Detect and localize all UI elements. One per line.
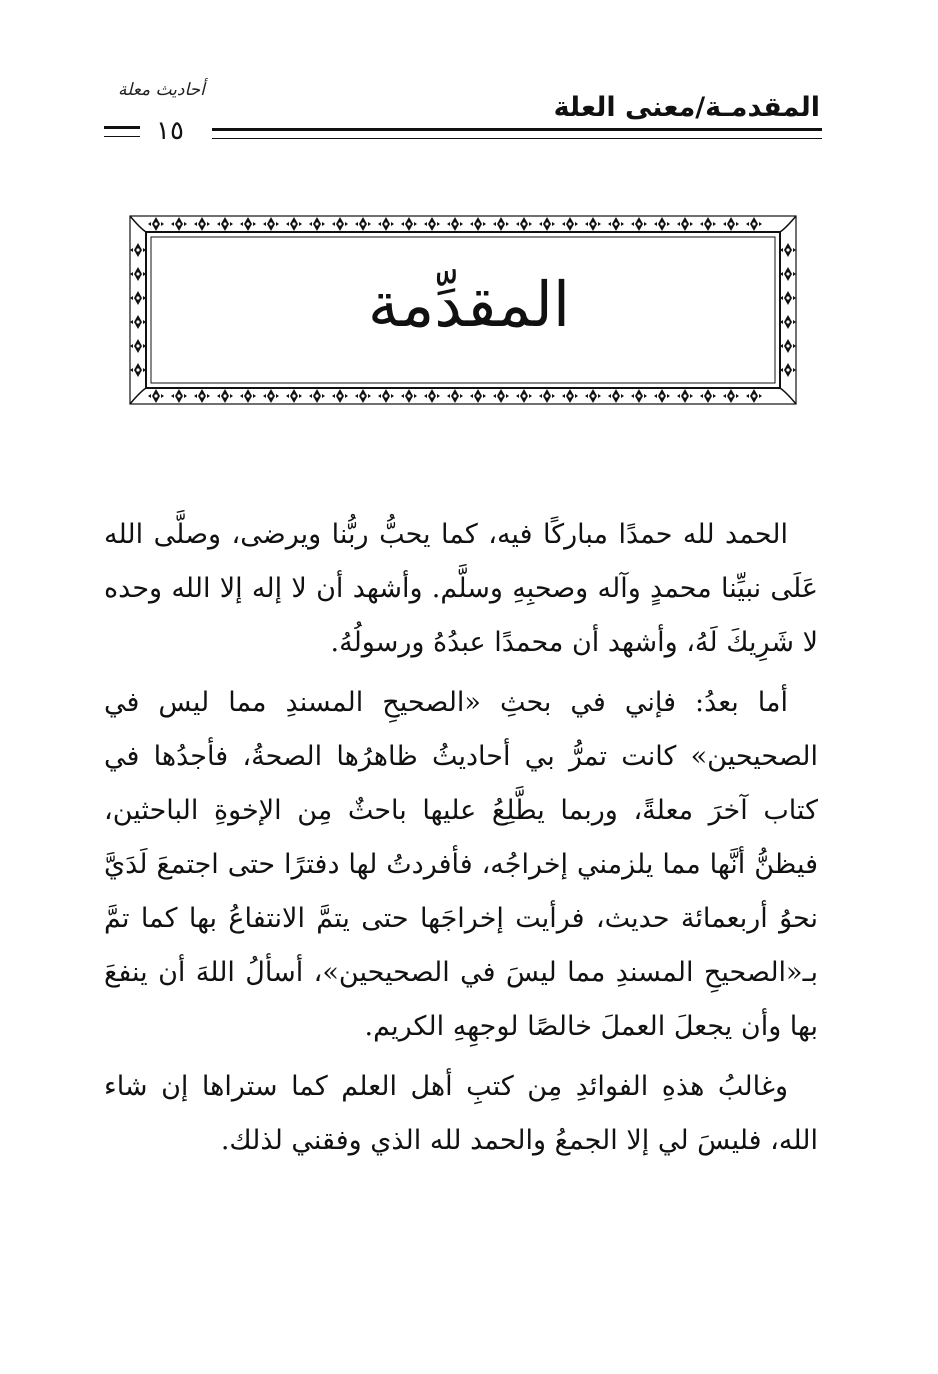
header-rule-short <box>104 126 140 137</box>
paragraph: وغالبُ هذهِ الفوائدِ مِن كتبِ أهل العلم كما ستراها إن شاء الله، فليسَ لي إلا الجمعُ والحمد لله الذي وفقني لذلك. <box>104 1071 818 1156</box>
chapter-title: المقدِّمة <box>367 268 571 341</box>
header-rule <box>212 128 822 139</box>
body-text <box>104 508 818 1174</box>
header-title: المقدمـة/معنى العلة <box>553 92 820 123</box>
handwritten-note: أحاديث معلة <box>118 80 205 100</box>
paragraph: الحمد لله حمدًا مباركًا فيه، كما يحبُّ ربُّنا ويرضى، وصلَّى الله عَلَى نبيِّنا محمدٍ وآله وصحبِهِ وسلَّم. وأشهد أن لا إله إلا الله وحده لا شَرِيكَ لَهُ، وأشهد أن محمدًا عبدُهُ ورسولُهُ. <box>104 519 818 658</box>
paragraph: أما بعدُ: فإني في بحثِ «الصحيحِ المسندِ مما ليس في الصحيحين» كانت تمرُّ بي أحاديثُ ظاهرُها الصحةُ، فأجدُها في كتاب آخرَ معلةً، وربما يطَّلِعُ عليها باحثٌ مِن الإخوةِ الباحثين، فيظنُّ أنَّها مما يلزمني إخراجُه، فأفردتُ لها دفترًا حتى اجتمعَ لَدَيَّ نحوُ أربعمائة حديث، فرأيت إخراجَها حتى يتمَّ الانتفاعُ بها كما تمَّ بـ«الصحيحِ المسندِ مما ليسَ في الصحيحين»، أسألُ اللهَ أن ينفعَ بها وأن يجعلَ العملَ خالصًا لوجهِهِ الكريم. <box>104 687 818 1042</box>
page-number: ١٥ <box>156 116 184 146</box>
